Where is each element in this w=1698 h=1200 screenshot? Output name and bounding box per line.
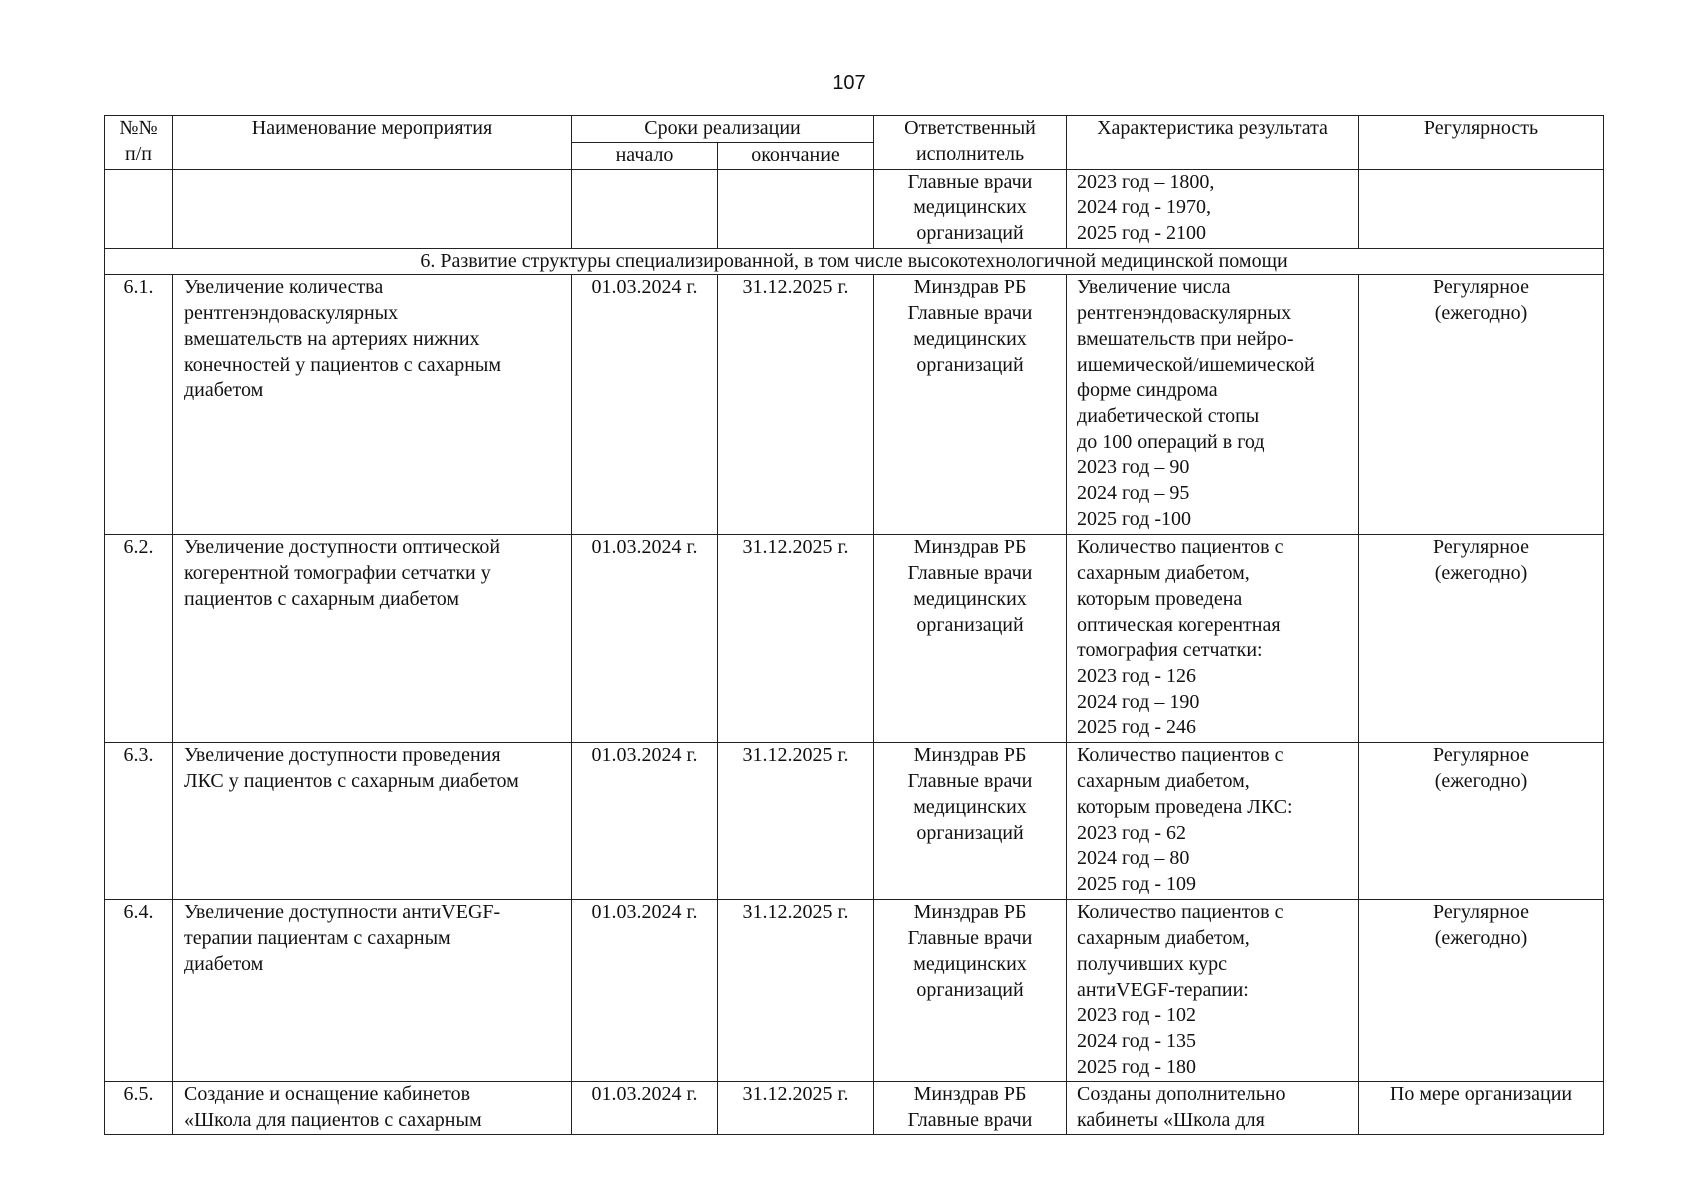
name-line: терапии пациентам с сахарным <box>184 927 451 950</box>
responsible-line: Главные врачи <box>907 927 1033 950</box>
regularity-line: Регулярное <box>1432 901 1530 924</box>
section-title: 6. Развитие структуры специализированной, в том числе высокотехнологичной медицинской помощи <box>105 248 1604 275</box>
result-line: 2025 год - 246 <box>1077 716 1196 739</box>
result-line: 2024 год – 80 <box>1077 847 1190 870</box>
result-line: 2025 год - 180 <box>1077 1055 1196 1078</box>
name-line: пациентов с сахарным диабетом <box>184 587 460 610</box>
name-line: вмешательств на артериях нижних <box>184 327 480 350</box>
responsible-line: организаций <box>916 353 1024 376</box>
table-row <box>105 743 1604 900</box>
regularity-line: Регулярное <box>1432 276 1530 299</box>
cell-name <box>173 743 572 900</box>
responsible-line: Главные врачи <box>907 170 1033 193</box>
regularity-line: (ежегодно) <box>1434 562 1528 585</box>
responsible-line: Минздрав РБ <box>913 536 1027 559</box>
name-line: ЛКС у пациентов с сахарным диабетом <box>184 770 519 793</box>
name-line: диабетом <box>184 952 264 975</box>
cell-regularity <box>1359 275 1604 535</box>
regularity-line: Регулярное <box>1432 536 1530 559</box>
name-line: диабетом <box>184 379 264 402</box>
header-responsible-line: Ответственный <box>904 117 1036 139</box>
name-line: рентгенэндоваскулярных <box>184 302 399 325</box>
result-line: до 100 операций в год <box>1077 430 1265 453</box>
result-line: рентгенэндоваскулярных <box>1077 302 1292 325</box>
regularity-line: (ежегодно) <box>1434 302 1528 325</box>
responsible-line: медицинских <box>913 795 1027 818</box>
result-line: форме синдрома <box>1077 379 1218 402</box>
result-line: 2023 год - 102 <box>1077 1004 1196 1027</box>
result-line: антиVEGF-терапии: <box>1077 978 1249 1001</box>
name-line: Увеличение количества <box>184 276 384 299</box>
responsible-line: Главные врачи <box>907 1109 1033 1132</box>
header-regularity: Регулярность <box>1359 116 1604 170</box>
responsible-line: Минздрав РБ <box>913 901 1027 924</box>
cell-name <box>173 275 572 535</box>
responsible-line: Главные врачи <box>907 302 1033 325</box>
cell-regularity <box>1359 743 1604 900</box>
name-line: Создание и оснащение кабинетов <box>184 1083 471 1106</box>
result-line: 2023 год - 126 <box>1077 664 1196 687</box>
result-line: 2024 год - 135 <box>1077 1029 1196 1052</box>
name-line: Увеличение доступности оптической <box>184 536 501 559</box>
cell-name <box>173 169 572 248</box>
header-period: Сроки реализации <box>572 116 874 143</box>
table-row <box>105 535 1604 743</box>
result-line: ишемической/ишемической <box>1077 353 1315 376</box>
cell-end <box>718 169 874 248</box>
result-line: оптическая когерентная <box>1077 613 1281 636</box>
result-line: 2024 год – 95 <box>1077 482 1190 505</box>
result-line: сахарным диабетом, <box>1077 770 1250 793</box>
cell-regularity <box>1359 900 1604 1082</box>
cell-regularity <box>1359 1082 1604 1134</box>
cell-start: 01.03.2024 г. <box>572 275 718 535</box>
result-line: сахарным диабетом, <box>1077 927 1250 950</box>
responsible-line: Минздрав РБ <box>913 744 1027 767</box>
result-line: 2025 год -100 <box>1077 507 1191 530</box>
result-line: 2023 год – 1800, <box>1077 170 1215 193</box>
cell-regularity <box>1359 535 1604 743</box>
responsible-line: медицинских <box>913 952 1027 975</box>
responsible-line: Главные врачи <box>907 770 1033 793</box>
responsible-line: организаций <box>916 222 1024 245</box>
cell-start: 01.03.2024 г. <box>572 1082 718 1134</box>
name-line: когерентной томографии сетчатки у <box>184 562 491 585</box>
continuation-row <box>105 169 1604 248</box>
cell-num: 6.2. <box>105 535 173 743</box>
responsible-line: организаций <box>916 613 1024 636</box>
cell-end: 31.12.2025 г. <box>718 743 874 900</box>
page-number: 107 <box>832 72 866 94</box>
header-name: Наименование мероприятия <box>173 116 572 170</box>
cell-result <box>1067 1082 1359 1134</box>
cell-result <box>1067 169 1359 248</box>
responsible-line: организаций <box>916 978 1024 1001</box>
cell-num: 6.1. <box>105 275 173 535</box>
cell-result <box>1067 743 1359 900</box>
responsible-line: Минздрав РБ <box>913 1083 1027 1106</box>
name-line: Увеличение доступности проведения <box>184 744 501 767</box>
cell-responsible <box>874 743 1067 900</box>
result-line: кабинеты «Школа для <box>1077 1109 1265 1132</box>
result-line: сахарным диабетом, <box>1077 562 1250 585</box>
result-line: 2025 год - 2100 <box>1077 222 1206 245</box>
cell-start: 01.03.2024 г. <box>572 900 718 1082</box>
result-line: Созданы дополнительно <box>1077 1083 1286 1106</box>
cell-start <box>572 169 718 248</box>
header-num-line: №№ <box>119 117 158 139</box>
name-line: Увеличение доступности антиVEGF- <box>184 901 501 924</box>
header-end: окончание <box>718 143 874 170</box>
header-responsible-line: исполнитель <box>915 142 1025 165</box>
header-row <box>105 116 1604 143</box>
cell-end: 31.12.2025 г. <box>718 535 874 743</box>
result-line: получивших курс <box>1077 952 1228 975</box>
responsible-line: организаций <box>916 821 1024 844</box>
cell-end: 31.12.2025 г. <box>718 275 874 535</box>
cell-num: 6.3. <box>105 743 173 900</box>
cell-name <box>173 535 572 743</box>
name-line: «Школа для пациентов с сахарным <box>184 1109 482 1132</box>
responsible-line: Главные врачи <box>907 562 1033 585</box>
cell-result <box>1067 900 1359 1082</box>
regularity-line: (ежегодно) <box>1434 770 1528 793</box>
header-num <box>105 116 173 170</box>
header-num-line: п/п <box>125 142 152 165</box>
result-line: Увеличение числа <box>1077 276 1231 299</box>
result-line: Количество пациентов с <box>1077 536 1284 559</box>
result-line: которым проведена ЛКС: <box>1077 795 1293 818</box>
table-row <box>105 1082 1604 1134</box>
responsible-line: медицинских <box>913 196 1027 219</box>
result-line: 2023 год – 90 <box>1077 456 1190 479</box>
cell-name <box>173 1082 572 1134</box>
responsible-line: медицинских <box>913 587 1027 610</box>
result-line: Количество пациентов с <box>1077 744 1284 767</box>
table-row <box>105 900 1604 1082</box>
table-row <box>105 275 1604 535</box>
cell-num: 6.5. <box>105 1082 173 1134</box>
cell-responsible <box>874 1082 1067 1134</box>
result-line: томография сетчатки: <box>1077 639 1263 662</box>
header-responsible <box>874 116 1067 170</box>
cell-end: 31.12.2025 г. <box>718 900 874 1082</box>
cell-regularity <box>1359 169 1604 248</box>
regularity-line: По мере организации <box>1389 1083 1573 1106</box>
measures-table <box>104 115 1604 1135</box>
cell-end: 31.12.2025 г. <box>718 1082 874 1134</box>
result-line: вмешательств при нейро- <box>1077 327 1294 350</box>
cell-result <box>1067 535 1359 743</box>
result-line: 2023 год - 62 <box>1077 821 1186 844</box>
section-row <box>105 248 1604 275</box>
cell-start: 01.03.2024 г. <box>572 743 718 900</box>
cell-responsible <box>874 900 1067 1082</box>
cell-num: 6.4. <box>105 900 173 1082</box>
name-line: конечностей у пациентов с сахарным <box>184 353 502 376</box>
cell-responsible <box>874 535 1067 743</box>
cell-result <box>1067 275 1359 535</box>
regularity-line: Регулярное <box>1432 744 1530 767</box>
result-line: 2024 год – 190 <box>1077 690 1200 713</box>
result-line: которым проведена <box>1077 587 1243 610</box>
responsible-line: Минздрав РБ <box>913 276 1027 299</box>
cell-start: 01.03.2024 г. <box>572 535 718 743</box>
result-line: диабетической стопы <box>1077 404 1260 427</box>
cell-num <box>105 169 173 248</box>
result-line: Количество пациентов с <box>1077 901 1284 924</box>
regularity-line: (ежегодно) <box>1434 927 1528 950</box>
result-line: 2025 год - 109 <box>1077 872 1196 895</box>
cell-responsible <box>874 275 1067 535</box>
cell-responsible <box>874 169 1067 248</box>
result-line: 2024 год - 1970, <box>1077 196 1211 219</box>
cell-name <box>173 900 572 1082</box>
responsible-line: медицинских <box>913 327 1027 350</box>
header-start: начало <box>572 143 718 170</box>
header-result: Характеристика результата <box>1067 116 1359 170</box>
